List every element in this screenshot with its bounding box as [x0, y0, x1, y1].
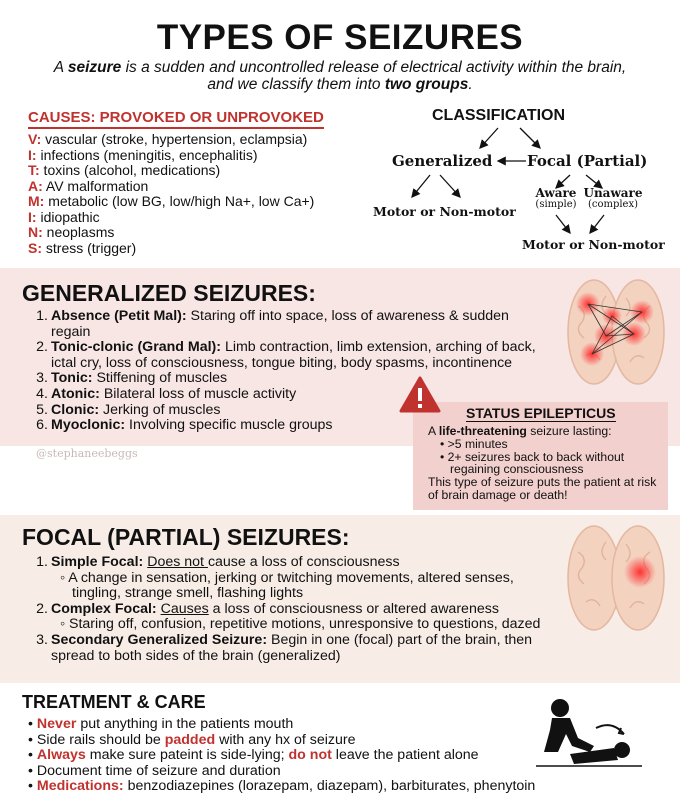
- focal-list: [26, 555, 566, 664]
- list-item: 1. Simple Focal: Does not cause a loss of consciousness: [36, 554, 400, 570]
- causes-list: [28, 132, 314, 256]
- cause-item: S: stress (trigger): [28, 239, 137, 256]
- list-item: 2. Complex Focal: Causes a loss of consciousness or altered awareness: [36, 600, 499, 617]
- cause-item: V: vascular (stroke, hypertension, eclampsia): [28, 131, 308, 147]
- motor-right-node: Motor or Non-motor: [522, 237, 665, 252]
- causes-heading: CAUSES: PROVOKED OR UNPROVOKED: [28, 109, 324, 129]
- unaware-node: Unaware (complex): [583, 186, 643, 210]
- page-title: TYPES OF SEIZURES: [156, 18, 524, 57]
- motor-left-node: Motor or Non-motor: [373, 204, 516, 219]
- list-item: • Medications: benzodiazepines (lorazepam, diazepam), barbiturates, phenytoin: [28, 778, 536, 794]
- status-heading: STATUS EPILEPTICUS: [466, 405, 616, 421]
- list-item: 6. Myoclonic: Involving specific muscle groups: [36, 417, 333, 434]
- list-item: 4. Atonic: Bilateral loss of muscle activity: [36, 385, 297, 402]
- intro-text: A seizure is a sudden and uncontrolled release of electrical activity within the brain, and we classify them into two groups.: [53, 59, 627, 93]
- aware-node: Aware (simple): [535, 186, 577, 210]
- recovery-position-icon: [530, 694, 650, 770]
- cause-item: N: neoplasms: [28, 224, 115, 240]
- list-item: • Never put anything in the patients mouth: [28, 716, 294, 732]
- cause-item: I: infections (meningitis, encephalitis): [28, 146, 258, 163]
- generalized-heading: GENERALIZED SEIZURES:: [22, 280, 316, 306]
- list-subitem: ◦ A change in sensation, jerking or twitching movements, altered senses,: [60, 569, 514, 586]
- classification-heading: CLASSIFICATION: [432, 107, 566, 124]
- list-item: • Document time of seizure and duration: [28, 762, 281, 779]
- generalized-node: Generalized: [392, 152, 493, 170]
- brain-focal-icon: [566, 522, 666, 634]
- focal-node: Focal (Partial): [527, 152, 648, 170]
- cause-item: M: metabolic (low BG, low/high Na+, low Ca+): [28, 193, 315, 209]
- list-subitem: ◦ Staring off, confusion, repetitive motions, unresponsive to questions, dazed: [60, 616, 541, 633]
- list-item: 2. Tonic-clonic (Grand Mal): Limb contraction, limb extension, arching of back, ictal cry, loss of consciousness, tongue biting, body spasms, incontinence: [36, 339, 536, 371]
- brain-generalized-icon: [566, 276, 666, 388]
- status-body: A life-threatening seizure lasting: • >5 minutes • 2+ seizures back to back without regaining consciousness This type of seizure puts the patient at risk of brain damage or death!: [428, 424, 657, 502]
- treatment-list: [28, 717, 535, 795]
- focal-heading: FOCAL (PARTIAL) SEIZURES:: [22, 524, 350, 550]
- list-item: • Always make sure pateint is side-lying; do not leave the patient alone: [28, 747, 479, 763]
- cause-item: A: AV malformation: [28, 177, 149, 194]
- list-item: • Side rails should be padded with any hx of seizure: [28, 731, 356, 748]
- list-item: 3. Tonic: Stiffening of muscles: [36, 370, 228, 387]
- cause-item: I: idiopathic: [28, 208, 100, 225]
- list-item: 3. Secondary Generalized Seizure: Begin in one (focal) part of the brain, then spread to both sides of the brain (generalized): [36, 631, 533, 664]
- list-item: 1. Absence (Petit Mal): Staring off into space, loss of awareness & sudden regain: [36, 308, 509, 340]
- treatment-heading: TREATMENT & CARE: [22, 692, 206, 712]
- list-item: 5. Clonic: Jerking of muscles: [36, 401, 221, 418]
- watermark: @stephaneebeggs: [36, 447, 138, 460]
- cause-item: T: toxins (alcohol, medications): [28, 162, 221, 178]
- warning-icon: [399, 376, 441, 414]
- list-subitem-cont: tingling, strange smell, flashing lights: [72, 585, 304, 602]
